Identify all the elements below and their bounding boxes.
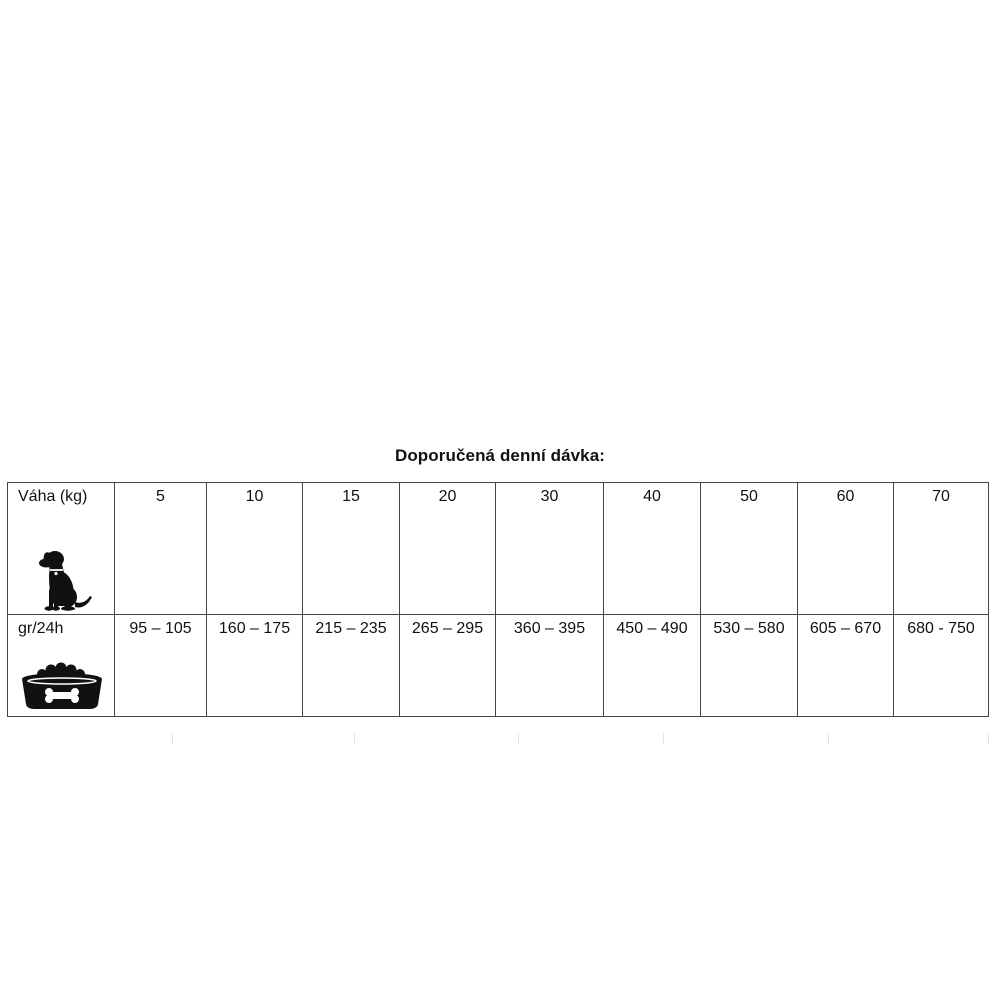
weight-header-cell xyxy=(8,483,115,615)
weight-70-cell: 70 xyxy=(894,483,989,615)
weight-30-cell: 30 xyxy=(496,483,604,615)
amount-40-cell: 450 – 490 xyxy=(604,615,701,717)
amount-60-cell: 605 – 670 xyxy=(798,615,894,717)
amount-50-cell: 530 – 580 xyxy=(701,615,798,717)
amount-30-cell: 360 – 395 xyxy=(496,615,604,717)
amount-20-cell: 265 – 295 xyxy=(400,615,496,717)
amount-10-cell: 160 – 175 xyxy=(207,615,303,717)
weight-5-cell: 5 xyxy=(115,483,207,615)
weight-40-cell: 40 xyxy=(604,483,701,615)
dog-bowl-icon xyxy=(20,662,104,710)
amount-70-cell: 680 - 750 xyxy=(894,615,989,717)
weight-20-cell: 20 xyxy=(400,483,496,615)
amount-15-cell: 215 – 235 xyxy=(303,615,400,717)
weight-label: Váha (kg) xyxy=(18,488,88,505)
amount-row xyxy=(8,615,989,717)
page-title: Doporučená denní dávka: xyxy=(394,446,606,465)
weight-row xyxy=(8,483,989,615)
amount-5-cell: 95 – 105 xyxy=(115,615,207,717)
weight-50-cell: 50 xyxy=(701,483,798,615)
weight-15-cell: 15 xyxy=(303,483,400,615)
amount-header-cell xyxy=(8,615,115,717)
dog-icon xyxy=(37,549,93,611)
feeding-table xyxy=(7,482,989,717)
weight-10-cell: 10 xyxy=(207,483,303,615)
amount-label: gr/24h xyxy=(18,620,64,637)
weight-60-cell: 60 xyxy=(798,483,894,615)
